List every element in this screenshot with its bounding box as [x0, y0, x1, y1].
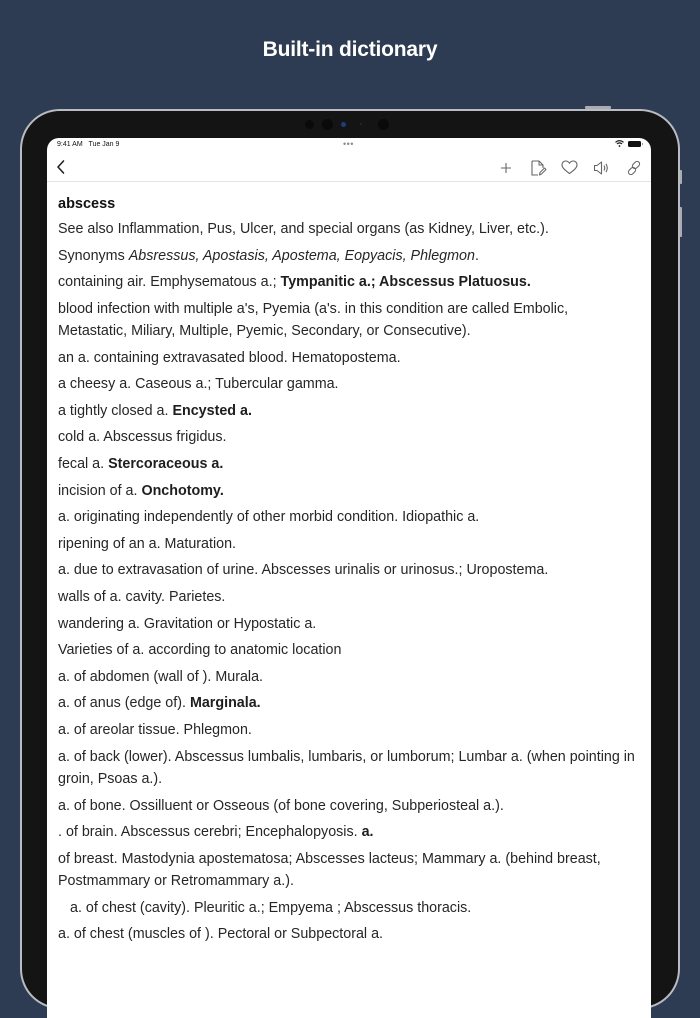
sensor-icon [305, 120, 314, 129]
definition-paragraph [58, 559, 641, 581]
definition-text: a cheesy a. Caseous a.; Tubercular gamma. [58, 376, 339, 393]
definition-text: . [474, 247, 479, 264]
speaker-icon [593, 160, 610, 176]
definition-paragraph [58, 245, 641, 267]
edit-document-icon [529, 159, 547, 177]
status-bar [47, 138, 651, 152]
sensor-icon [360, 123, 362, 125]
definition-paragraph [58, 746, 641, 791]
sensor-icon [378, 119, 389, 130]
definition-text: a. of areolar tissue. Phlegmon. [58, 722, 252, 738]
definition-text: containing air. Emphysematous a.; [58, 274, 281, 291]
definition-paragraph [58, 347, 641, 369]
definition-text: an a. containing extravasated blood. Hematopostema. [58, 349, 401, 366]
favorite-button[interactable] [558, 156, 581, 179]
pronounce-button[interactable] [590, 156, 613, 179]
dictionary-entry [47, 182, 651, 946]
camera-array [305, 118, 389, 130]
definition-paragraph [58, 821, 641, 843]
status-date: Tue Jan 9 [88, 141, 120, 148]
definition-paragraph [58, 897, 641, 919]
chevron-left-icon [53, 158, 71, 176]
definition-text: Varieties of a. according to anatomic location [58, 642, 342, 659]
link-icon [626, 160, 642, 176]
add-button[interactable] [494, 156, 517, 179]
definition-paragraph [58, 586, 641, 608]
definition-text: cold a. Abscessus frigidus. [58, 429, 227, 446]
definition-text: a tightly closed a. [58, 402, 173, 419]
toolbar-actions [494, 156, 645, 179]
link-button[interactable] [622, 156, 645, 179]
definition-paragraph [58, 692, 641, 714]
definition-text: a. of anus (edge of). [58, 695, 190, 712]
definition-text: See also Inflammation, Pus, Ulcer, and special organs (as Kidney, Liver, etc.). [58, 220, 549, 237]
definition-paragraph [58, 795, 641, 817]
status-indicators [615, 140, 641, 147]
back-button[interactable] [53, 158, 71, 176]
definition-paragraph [58, 533, 641, 555]
bold-term: Marginala. [189, 695, 261, 712]
bold-term: Tympanitic a.; Abscessus Platuosus. [280, 274, 531, 291]
app-screen [47, 138, 651, 1018]
definition-text: blood infection with multiple a's, Pyemia (a's. in this condition are called Embolic, Metastatic, Miliary, Multiple, Pyemic, Secondary, or Consecutive). [58, 300, 569, 340]
bold-term: Encysted a. [172, 402, 252, 419]
plus-icon [499, 161, 513, 175]
entry-definitions [58, 218, 641, 946]
italic-term: Absressus, Apostasis, Apostema, Eopyacis, Phlegmon [128, 247, 475, 264]
definition-text: a. of back (lower). Abscessus lumbalis, lumbaris, or lumborum; Lumbar a. (when pointing in groin, Psoas a.). [58, 748, 635, 787]
navigation-bar [47, 152, 651, 182]
definition-text: wandering a. Gravitation or Hypostatic a. [58, 615, 317, 632]
definition-paragraph [58, 218, 641, 240]
edit-note-button[interactable] [526, 156, 549, 179]
definition-text: incision of a. [58, 482, 142, 499]
status-time [57, 141, 119, 148]
ipad-frame [20, 109, 680, 1009]
definition-text: a. originating independently of other morbid condition. Idiopathic a. [58, 509, 480, 526]
definition-paragraph [58, 639, 641, 661]
definition-paragraph [58, 923, 641, 945]
ipad-bezel [22, 111, 678, 1007]
definition-paragraph [58, 480, 641, 502]
definition-text: a. of abdomen (wall of ). Murala. [58, 668, 264, 685]
battery-icon [628, 141, 641, 147]
page-headline: Built-in dictionary [262, 38, 438, 61]
definition-paragraph [58, 298, 641, 343]
definition-text: ripening of an a. Maturation. [58, 535, 237, 552]
sensor-icon [322, 119, 333, 130]
definition-paragraph [58, 719, 641, 741]
entry-headword: abscess [58, 196, 116, 212]
definition-paragraph [58, 848, 641, 893]
camera-lens-icon [341, 122, 346, 127]
definition-paragraph [58, 271, 641, 293]
definition-text: a. of chest (muscles of ). Pectoral or Subpectoral a. [58, 926, 384, 943]
bold-term: Stercoraceous a. [108, 456, 224, 473]
status-clock: 9:41 AM [57, 141, 83, 148]
definition-text: a. of bone. Ossilluent or Osseous (of bone covering, Subperiosteal a.). [58, 797, 504, 814]
definition-paragraph [58, 373, 641, 395]
definition-paragraph [58, 453, 641, 475]
multitasking-dots-icon[interactable]: ••• [343, 139, 354, 149]
heart-icon [561, 160, 578, 175]
bold-term: a. [361, 824, 374, 841]
bold-term: Onchotomy. [141, 482, 224, 499]
definition-text: fecal a. [58, 456, 109, 473]
definition-paragraph [58, 613, 641, 635]
definition-text: of breast. Mastodynia apostematosa; Abscesses lacteus; Mammary a. (behind breast, Postmammary or Retromammary a.). [58, 850, 601, 890]
definition-text: a. due to extravasation of urine. Abscesses urinalis or urinosus.; Uropostema. [58, 562, 549, 579]
definition-paragraph [58, 426, 641, 448]
definition-text: a. of chest (cavity). Pleuritic a.; Empyema ; Abscessus thoracis. [70, 899, 472, 916]
definition-paragraph [58, 400, 641, 422]
definition-text: . of brain. Abscessus cerebri; Encephalopyosis. [58, 824, 362, 841]
wifi-icon [615, 140, 624, 147]
definition-paragraph [58, 666, 641, 688]
definition-text: Synonyms [58, 247, 129, 264]
definition-paragraph [58, 506, 641, 528]
definition-text: walls of a. cavity. Parietes. [58, 589, 226, 606]
